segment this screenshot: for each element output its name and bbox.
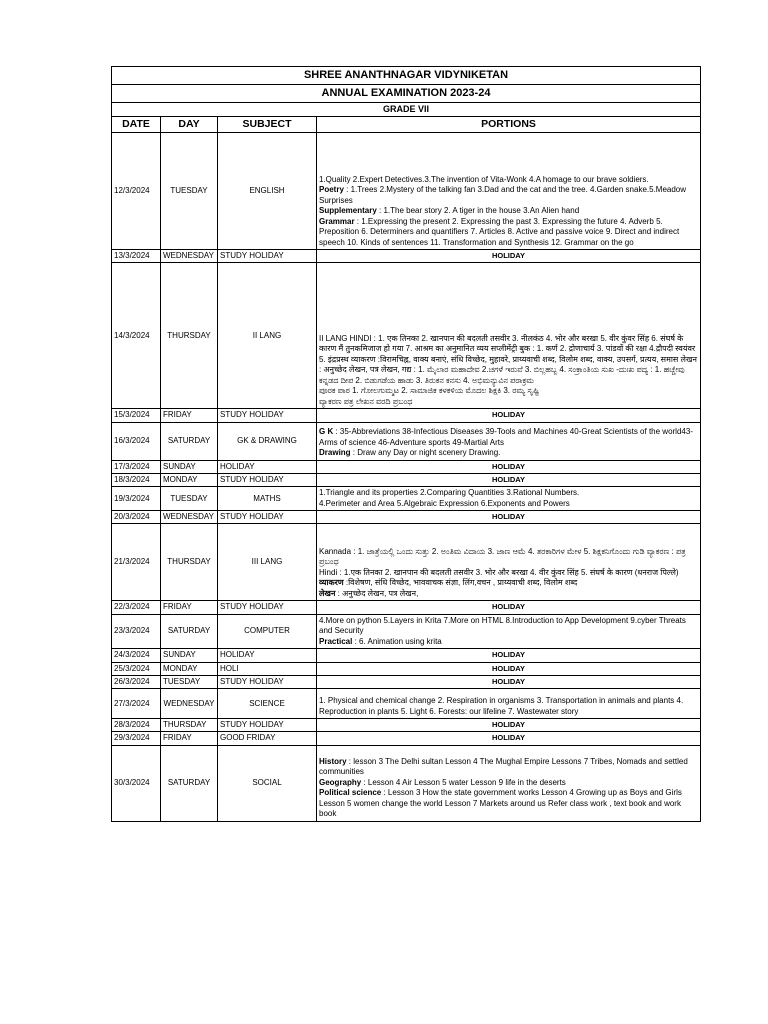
row-day: MONDAY	[161, 473, 218, 486]
row-date: 29/3/2024	[112, 732, 161, 745]
row-day: SUNDAY	[161, 649, 218, 662]
row-subject: GOOD FRIDAY	[218, 732, 317, 745]
row-portions	[317, 745, 701, 821]
portion-line	[319, 547, 698, 568]
portion-label: Political science	[319, 788, 382, 798]
portion-label: Poetry	[319, 185, 344, 194]
row-date: 19/3/2024	[112, 487, 161, 511]
row-date: 25/3/2024	[112, 662, 161, 675]
row-subject: HOLIDAY	[218, 460, 317, 473]
portion-line	[319, 427, 698, 448]
row-date: 20/3/2024	[112, 511, 161, 524]
table-row	[112, 614, 701, 649]
portion-text: : lesson 3 The Delhi sultan Lesson 4 The Mughal Empire Lessons 7 Tribes, Nomads and settled communities	[319, 756, 688, 777]
row-portions	[317, 614, 701, 649]
row-portions	[317, 689, 701, 719]
portion-text: 4.More on python 5.Layers in Krita 7.More on HTML 8.Introduction to App Development 9.cyber Threats and Security	[319, 615, 686, 636]
row-subject: STUDY HOLIDAY	[218, 473, 317, 486]
header-date: DATE	[112, 117, 161, 133]
row-day: SATURDAY	[161, 614, 218, 649]
table-row	[112, 649, 701, 662]
grade-label: GRADE VII	[112, 103, 701, 117]
header-portions: PORTIONS	[317, 117, 701, 133]
row-date: 15/3/2024	[112, 409, 161, 422]
table-row	[112, 732, 701, 745]
portion-line	[319, 217, 698, 249]
row-date: 26/3/2024	[112, 675, 161, 688]
table-row	[112, 524, 701, 601]
row-day: FRIDAY	[161, 409, 218, 422]
row-subject: STUDY HOLIDAY	[218, 511, 317, 524]
holiday-label: HOLIDAY	[317, 409, 701, 422]
holiday-label: HOLIDAY	[317, 601, 701, 614]
row-day: WEDNESDAY	[161, 689, 218, 719]
row-date: 18/3/2024	[112, 473, 161, 486]
holiday-label: HOLIDAY	[317, 250, 701, 263]
row-date: 14/3/2024	[112, 263, 161, 409]
portion-line	[319, 696, 698, 717]
row-subject: STUDY HOLIDAY	[218, 409, 317, 422]
row-date: 24/3/2024	[112, 649, 161, 662]
row-date: 16/3/2024	[112, 422, 161, 460]
table-row	[112, 250, 701, 263]
row-subject: SCIENCE	[218, 689, 317, 719]
portion-line	[319, 206, 698, 217]
row-date: 13/3/2024	[112, 250, 161, 263]
row-portions	[317, 524, 701, 601]
portion-line	[319, 488, 698, 499]
row-day: THURSDAY	[161, 719, 218, 732]
portion-text: 1. Physical and chemical change 2. Respiration in organisms 3. Transportation in animals and plants 4. Reproduction in plants 5. Light 6. Forests: our lifeline 7. Wastewater story	[319, 696, 684, 716]
row-day: TUESDAY	[161, 487, 218, 511]
row-day: TUESDAY	[161, 675, 218, 688]
row-day: FRIDAY	[161, 732, 218, 745]
exam-timetable-sheet	[111, 66, 700, 822]
portion-text: : 6. Animation using krita	[352, 636, 442, 646]
portion-text: :विशेषण, संधि विच्छेद, भाववाचक संज्ञा, लिंग,वचन , प्राय्यवाची शब्द, विलोम शब्द	[343, 578, 578, 588]
exam-title: ANNUAL EXAMINATION 2023-24	[112, 85, 701, 103]
portion-line	[319, 788, 698, 820]
row-subject: SOCIAL	[218, 745, 317, 821]
row-subject: HOLI	[218, 662, 317, 675]
row-day: MONDAY	[161, 662, 218, 675]
holiday-label: HOLIDAY	[317, 473, 701, 486]
portion-line	[319, 448, 698, 459]
row-date: 23/3/2024	[112, 614, 161, 649]
portion-label: Grammar	[319, 216, 355, 226]
row-subject: COMPUTER	[218, 614, 317, 649]
portion-label: Practical	[319, 636, 353, 646]
holiday-label: HOLIDAY	[317, 460, 701, 473]
row-subject: ENGLISH	[218, 133, 317, 250]
portion-text: : Draw any Day or night scenery Drawing.	[350, 448, 501, 458]
portion-line	[319, 386, 698, 397]
portion-line	[319, 616, 698, 637]
table-row	[112, 460, 701, 473]
row-day: WEDNESDAY	[161, 250, 218, 263]
holiday-label: HOLIDAY	[317, 719, 701, 732]
portion-label: Geography	[319, 777, 362, 787]
row-subject: STUDY HOLIDAY	[218, 250, 317, 263]
table-row	[112, 473, 701, 486]
portion-text: Kannada : 1. ಜಾತ್ರೆಯಲ್ಲಿ ಒಂದು ಸುತ್ತು 2. ಅಂತಿಮ ವಿದಾಯ 3. ಜಾಣ ಆಮೆ 4. ತರಕಾರಿಗಳ ಮೇಳ 5. ಶಿಕ್ಷಕನಿಗೊಂದು ಗುಡಿ ವ್ಯಾಕರಣ : ಪತ್ರ ಪ್ರಬಂಧ	[319, 546, 686, 567]
portion-line	[319, 578, 698, 589]
portion-label: व्याकरण	[319, 578, 344, 588]
row-subject: III LANG	[218, 524, 317, 601]
row-date: 12/3/2024	[112, 133, 161, 250]
portion-text: : Lesson 4 Air Lesson 5 water Lesson 9 life in the deserts	[361, 777, 566, 787]
portion-label: Drawing	[319, 448, 351, 458]
row-subject: MATHS	[218, 487, 317, 511]
row-day: SUNDAY	[161, 460, 218, 473]
row-portions	[317, 133, 701, 250]
row-day: WEDNESDAY	[161, 511, 218, 524]
row-subject: HOLIDAY	[218, 649, 317, 662]
timetable	[111, 66, 701, 822]
table-row	[112, 511, 701, 524]
row-portions	[317, 487, 701, 511]
portion-text: ಪೂರಕ ಪಾಠ 1. ಗೋಲಗುಮ್ಮಟ 2. ಸಾಮಾಜಿಕ ಕಳಕಳಿಯ ಮೊದಲ ಶಿಕ್ಷಕಿ 3. ರಮ್ಯ ಸೃಷ್ಟಿ	[319, 386, 540, 396]
portion-text: Hindi : 1.एक तिनका 2. खानपान की बदलती तसवीर 3. भोर और बरखा 4. वीर कुंवर सिंह 5. संघर्ष के कारण (धनराज पिल्ले)	[319, 567, 679, 577]
table-row	[112, 662, 701, 675]
row-day: SATURDAY	[161, 422, 218, 460]
portion-text: : 1.Expressing the present 2. Expressing the past 3. Expressing the future 4. Adverb 5. Preposition 6. Determiners and quantifiers 7. Articles 8. Active and passive voice 9. Direct and indirect speech 10. Kinds of sentences 11. Transformation and Synthesis 12. Grammar on the go	[319, 216, 680, 247]
portion-line	[319, 185, 698, 206]
portion-label: History	[319, 756, 347, 766]
row-subject: GK & DRAWING	[218, 422, 317, 460]
row-portions	[317, 422, 701, 460]
portion-line	[319, 589, 698, 600]
table-row	[112, 422, 701, 460]
portion-text: : 1.Trees 2.Mystery of the talking fan 3.Dad and the cat and the tree. 4.Garden snake.5.Meadow Surprises	[319, 185, 687, 205]
row-date: 30/3/2024	[112, 745, 161, 821]
row-date: 28/3/2024	[112, 719, 161, 732]
row-subject: STUDY HOLIDAY	[218, 601, 317, 614]
table-row	[112, 133, 701, 250]
table-row	[112, 601, 701, 614]
row-portions	[317, 263, 701, 409]
portion-text: 4.Perimeter and Area 5.Algebraic Expression 6.Exponents and Powers	[319, 498, 570, 508]
row-subject: STUDY HOLIDAY	[218, 675, 317, 688]
portion-line	[319, 637, 698, 648]
portion-text: : 1.The bear story 2. A tiger in the house 3.An Alien hand	[376, 206, 580, 215]
header-subject: SUBJECT	[218, 117, 317, 133]
portion-text: : Lesson 3 How the state government works Lesson 4 Growing up as Boys and Girls Lesson 5 women change the world Lesson 7 Markets around us Refer class work , text book and work book	[319, 788, 682, 819]
row-day: FRIDAY	[161, 601, 218, 614]
table-row	[112, 719, 701, 732]
row-subject: STUDY HOLIDAY	[218, 719, 317, 732]
row-day: SATURDAY	[161, 745, 218, 821]
portion-line	[319, 757, 698, 778]
portion-label: Supplementary	[319, 206, 377, 215]
row-date: 27/3/2024	[112, 689, 161, 719]
table-row	[112, 745, 701, 821]
school-name: SHREE ANANTHNAGAR VIDYNIKETAN	[112, 67, 701, 85]
table-row	[112, 263, 701, 409]
portion-label: लेखन	[319, 588, 336, 598]
portion-line	[319, 175, 698, 186]
portion-line	[319, 778, 698, 789]
table-row	[112, 689, 701, 719]
row-day: THURSDAY	[161, 263, 218, 409]
holiday-label: HOLIDAY	[317, 649, 701, 662]
portion-text: ವ್ಯಾಕರಣ ಪತ್ರ ಲೇಖನ ವರದಿ ಪ್ರಬಂಧ	[319, 396, 413, 406]
row-day: THURSDAY	[161, 524, 218, 601]
portion-label: G K	[319, 427, 334, 437]
table-row	[112, 487, 701, 511]
row-date: 17/3/2024	[112, 460, 161, 473]
row-subject: II LANG	[218, 263, 317, 409]
holiday-label: HOLIDAY	[317, 675, 701, 688]
row-date: 22/3/2024	[112, 601, 161, 614]
portion-text: 1.Quality 2.Expert Detectives.3.The invention of Vita-Wonk 4.A homage to our brave soldiers.	[319, 174, 649, 184]
portion-line	[319, 499, 698, 510]
portion-line	[319, 334, 698, 387]
row-date: 21/3/2024	[112, 524, 161, 601]
portion-line	[319, 397, 698, 408]
table-row	[112, 675, 701, 688]
table-row	[112, 409, 701, 422]
holiday-label: HOLIDAY	[317, 511, 701, 524]
holiday-label: HOLIDAY	[317, 732, 701, 745]
holiday-label: HOLIDAY	[317, 662, 701, 675]
portion-text: 1.Triangle and its properties 2.Comparing Quantities 3.Rational Numbers.	[319, 488, 580, 498]
header-day: DAY	[161, 117, 218, 133]
portion-text: : 35-Abbreviations 38-Infectious Diseases 39-Tools and Machines 40-Great Scientists of the world43-Arms of science 46-Adventure sports 49-Martial Arts	[319, 427, 693, 447]
portion-line	[319, 568, 698, 579]
portion-text: : अनुच्छेद लेखन, पत्र लेखन,	[335, 588, 419, 598]
portion-text: II LANG HINDI : 1. एक तिनका 2. खानपान की बदलती तसवीर 3. नीलकंठ 4. भोर और बरखा 5. वीर कुंवर सिंह 6. संघर्ष के कारण मैं तुनकमिजाज हो गया 7. आश्रम का अनुमानित व्यय सप्लीमेंट्री बुक : 1. कर्ण 2. द्रोणाचार्य 3. पांडवों की रक्षा 4.द्रौपदी स्वयंवर 5. इंद्रप्रस्थ व्याकरण :विरामचिह्न, वाक्य बनाएं, संधि विच्छेद, मुहावरे, प्राय्यवाची शब्द, विलोम शब्द, वाक्य, उपसर्ग, प्रत्यय, समास लेखन : अनुच्छेद लेखन, पत्र लेखन, गद्य : 1. ಮೈಲಾರ ಮಹಾದೇವ 2.ಚಗಳೆ ಇರುವೆ 3. ಬಿಲ್ಲಹಬ್ಬ 4. ಸಂಕ್ರಾಂತಿಯ ಸುಖ -ದುಃಖ ಪದ್ಯ : 1. ಹಚ್ಚೇವು ಕನ್ನಡದ ದೀಪ 2. ಬಿಡುಗಡೆಯ ಹಾಡು 3. ತಿರುಕನ ಕನಸು 4. ಅಭಿಮನ್ಯುವಿನ ಪರಾಕ್ರಮ	[319, 333, 697, 385]
row-day: TUESDAY	[161, 133, 218, 250]
